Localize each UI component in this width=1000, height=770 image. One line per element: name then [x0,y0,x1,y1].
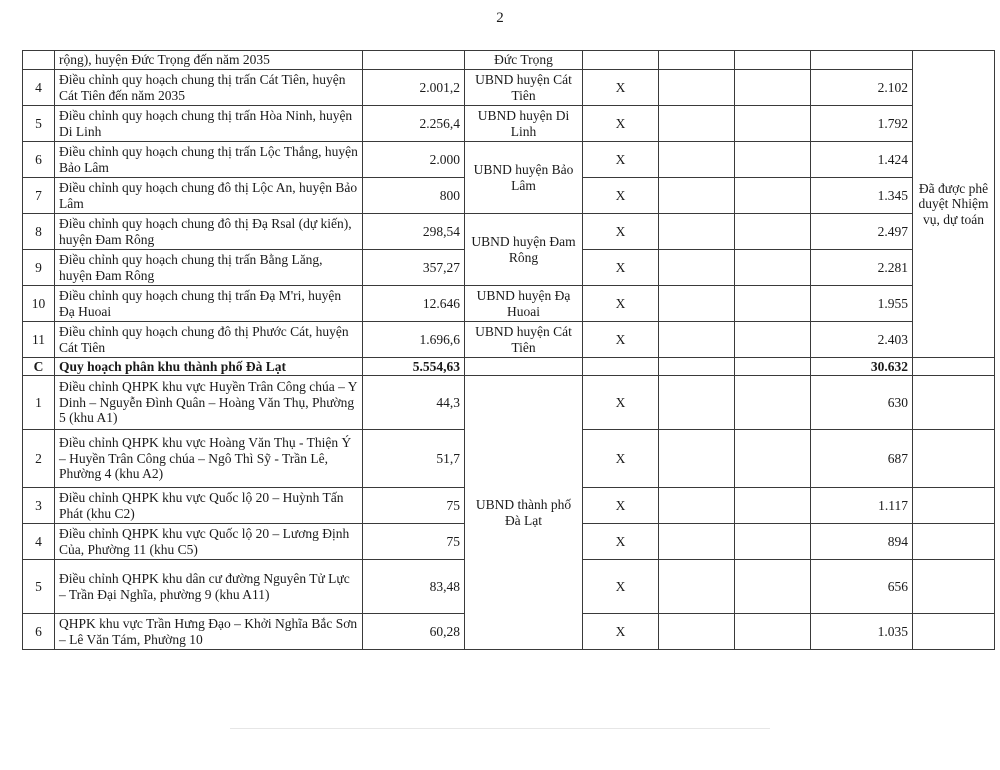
mark-cell: X [583,70,659,106]
project-name: Điều chỉnh quy hoạch chung đô thị Phước Cát, huyện Cát Tiên [55,322,363,358]
empty-cell [913,488,995,524]
empty-cell [659,286,735,322]
responsible-unit: UBND huyện Bảo Lâm [465,142,583,214]
row-number: 5 [23,560,55,614]
responsible-unit: UBND huyện Cát Tiên [465,322,583,358]
row-number: 9 [23,250,55,286]
empty-cell [735,106,811,142]
mark-cell: X [583,214,659,250]
mark-cell: X [583,560,659,614]
cost-value: 1.345 [811,178,913,214]
section-header-row [23,358,995,376]
responsible-unit: UBND huyện Đam Rông [465,214,583,286]
area-value: 2.000 [363,142,465,178]
area-value: 357,27 [363,250,465,286]
cost-value: 1.117 [811,488,913,524]
mark-cell: X [583,488,659,524]
empty-cell [659,106,735,142]
empty-cell [913,430,995,488]
row-number: 3 [23,488,55,524]
empty-cell [735,322,811,358]
empty-cell [659,376,735,430]
project-name: Điều chỉnh quy hoạch chung đô thị Đạ Rsal (dự kiến), huyện Đam Rông [55,214,363,250]
project-name: Điều chỉnh quy hoạch chung thị trấn Lộc Thắng, huyện Bảo Lâm [55,142,363,178]
cost-value: 1.955 [811,286,913,322]
table-row [23,70,995,106]
section-cost-total: 30.632 [811,358,913,376]
project-name: QHPK khu vực Trần Hưng Đạo – Khởi Nghĩa Bắc Sơn – Lê Văn Tám, Phường 10 [55,614,363,650]
empty-cell [735,614,811,650]
planning-table [22,50,995,650]
empty-cell [465,358,583,376]
cost-value: 687 [811,430,913,488]
row-number: 10 [23,286,55,322]
empty-cell [735,560,811,614]
responsible-unit: Đức Trọng [465,51,583,70]
responsible-unit: UBND thành phố Đà Lạt [465,376,583,650]
empty-cell [659,70,735,106]
mark-cell: X [583,106,659,142]
empty-cell [913,524,995,560]
mark-cell: X [583,524,659,560]
empty-cell [735,524,811,560]
empty-cell [659,178,735,214]
empty-cell [659,488,735,524]
empty-cell [659,51,735,70]
row-number: 6 [23,142,55,178]
project-name: Điều chỉnh QHPK khu dân cư đường Nguyên Tử Lực – Trần Đại Nghĩa, phường 9 (khu A11) [55,560,363,614]
row-number: 6 [23,614,55,650]
table-row [23,286,995,322]
cost-value: 656 [811,560,913,614]
project-name: Điều chỉnh quy hoạch chung thị trấn Cát Tiên, huyện Cát Tiên đến năm 2035 [55,70,363,106]
project-name: Điều chỉnh quy hoạch chung thị trấn Hòa Ninh, huyện Di Linh [55,106,363,142]
project-name: Điều chỉnh quy hoạch chung đô thị Lộc An, huyện Bảo Lâm [55,178,363,214]
status-note: Đã được phê duyệt Nhiệm vụ, dự toán [913,51,995,358]
empty-cell [735,358,811,376]
area-value: 44,3 [363,376,465,430]
empty-cell [913,358,995,376]
row-number: 7 [23,178,55,214]
project-name: rộng), huyện Đức Trọng đến năm 2035 [55,51,363,70]
cost-value: 2.403 [811,322,913,358]
mark-cell: X [583,322,659,358]
area-value: 298,54 [363,214,465,250]
empty-cell [735,214,811,250]
responsible-unit: UBND huyện Di Linh [465,106,583,142]
table-row [23,322,995,358]
empty-cell [735,178,811,214]
empty-cell [735,488,811,524]
cost-value: 1.035 [811,614,913,650]
table-row [23,376,995,430]
empty-cell [659,142,735,178]
page-bottom-divider [230,728,770,729]
mark-cell: X [583,250,659,286]
area-value: 51,7 [363,430,465,488]
empty-cell [735,70,811,106]
section-title: Quy hoạch phân khu thành phố Đà Lạt [55,358,363,376]
mark-cell: X [583,178,659,214]
row-number: 5 [23,106,55,142]
section-area-total: 5.554,63 [363,358,465,376]
empty-cell [659,250,735,286]
area-value: 2.256,4 [363,106,465,142]
row-number [23,51,55,70]
responsible-unit: UBND huyện Đạ Huoai [465,286,583,322]
empty-cell [659,322,735,358]
empty-cell [735,51,811,70]
empty-cell [913,376,995,430]
area-value: 75 [363,524,465,560]
empty-cell [735,142,811,178]
area-value: 2.001,2 [363,70,465,106]
area-value: 12.646 [363,286,465,322]
empty-cell [735,376,811,430]
area-value: 800 [363,178,465,214]
project-name: Điều chỉnh quy hoạch chung thị trấn Bằng Lăng, huyện Đam Rông [55,250,363,286]
cost-value: 630 [811,376,913,430]
area-value: 83,48 [363,560,465,614]
empty-cell [913,614,995,650]
empty-cell [913,560,995,614]
cost-value: 2.281 [811,250,913,286]
empty-cell [735,286,811,322]
row-number: 4 [23,524,55,560]
project-name: Điều chỉnh QHPK khu vực Quốc lộ 20 – Lương Định Của, Phường 11 (khu C5) [55,524,363,560]
mark-cell: X [583,376,659,430]
project-name: Điều chỉnh QHPK khu vực Hoàng Văn Thụ - Thiện Ý – Huyền Trân Công chúa – Ngô Thì Sỹ - Trần Lê, Phường 4 (khu A2) [55,430,363,488]
area-value [363,51,465,70]
mark-cell [583,51,659,70]
row-number: 11 [23,322,55,358]
cost-value: 2.497 [811,214,913,250]
cost-value: 894 [811,524,913,560]
cost-value [811,51,913,70]
mark-cell: X [583,286,659,322]
project-name: Điều chỉnh QHPK khu vực Quốc lộ 20 – Huỳnh Tấn Phát (khu C2) [55,488,363,524]
mark-cell: X [583,142,659,178]
page-number: 2 [496,10,504,26]
cost-value: 2.102 [811,70,913,106]
area-value: 60,28 [363,614,465,650]
table-row [23,51,995,70]
mark-cell: X [583,430,659,488]
table-row [23,106,995,142]
area-value: 1.696,6 [363,322,465,358]
row-number: 1 [23,376,55,430]
empty-cell [659,430,735,488]
empty-cell [659,560,735,614]
mark-cell: X [583,614,659,650]
project-name: Điều chỉnh quy hoạch chung thị trấn Đạ M'ri, huyện Đạ Huoai [55,286,363,322]
empty-cell [659,524,735,560]
row-number: 8 [23,214,55,250]
empty-cell [659,214,735,250]
cost-value: 1.792 [811,106,913,142]
responsible-unit: UBND huyện Cát Tiên [465,70,583,106]
table-row [23,214,995,250]
section-label: C [23,358,55,376]
empty-cell [583,358,659,376]
empty-cell [659,614,735,650]
empty-cell [659,358,735,376]
area-value: 75 [363,488,465,524]
empty-cell [735,430,811,488]
project-name: Điều chỉnh QHPK khu vực Huyền Trân Công chúa – Y Dinh – Nguyễn Đình Quân – Hoàng Văn Thụ, Phường 5 (khu A1) [55,376,363,430]
table-row [23,142,995,178]
row-number: 4 [23,70,55,106]
row-number: 2 [23,430,55,488]
cost-value: 1.424 [811,142,913,178]
empty-cell [735,250,811,286]
